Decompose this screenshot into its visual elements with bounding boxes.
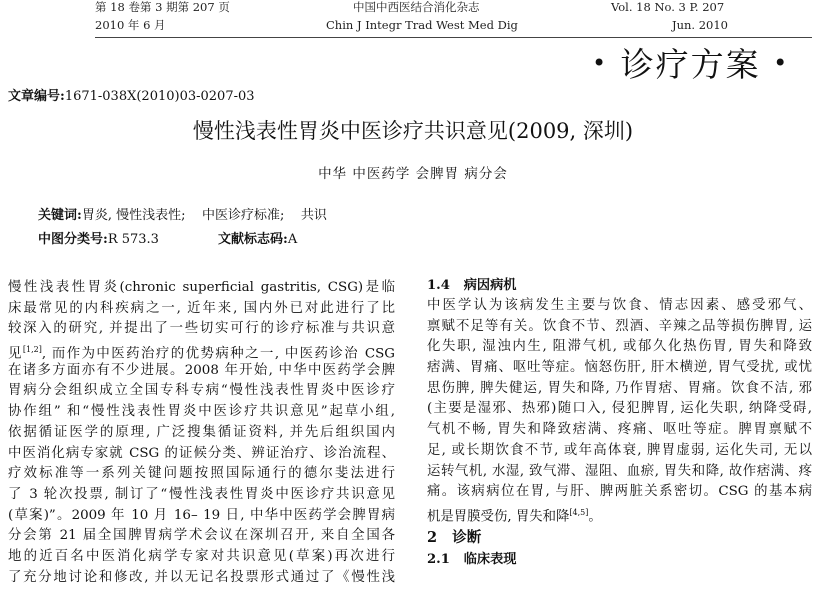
body-line: 中医消化病专家就 CSG 的证候分类、辨证治疗、诊治流程、 [8, 445, 395, 461]
body-line: 痛。该病病位在胃, 与肝、脾两脏关系密切。CSG 的基本病 [427, 484, 812, 500]
doc-code-value: A [287, 232, 298, 247]
header-rule [95, 37, 812, 38]
body-line: 地的近百名中医消化病学专家对共识意见(草案)再次进行 [8, 548, 395, 564]
right-column [427, 276, 812, 570]
left-column [8, 278, 395, 588]
citation-marker: [1,2] [22, 345, 42, 355]
body-line: 慢性浅表性胃炎(chronic superficial gastritis, CSG)是临 [8, 280, 395, 295]
header-date-en: Jun. 2010 [672, 18, 729, 32]
body-line: 见[1,2], 而作为中医药治疗的优势病种之一, 中医药诊治 CSG [8, 345, 395, 362]
body-line: (草案)”。2009 年 10 月 16– 19 日, 中华中医药学会脾胃病 [8, 507, 395, 523]
article-number-value: 1671-038X(2010)03-0207-03 [64, 89, 255, 104]
body-line: 胃病分会组织成立全国专科专病“慢性浅表性胃炎中医诊疗 [8, 383, 395, 399]
body-line: 疗效标准等一系列关键问题按照国际通行的德尔斐法进行 [8, 466, 395, 482]
article-number [8, 85, 255, 104]
article-number-label: 文章编号: [8, 89, 65, 104]
body-line: 气机不畅, 胃失和降致痞满、疼痛、呕吐等症。脾胃禀赋不 [427, 422, 812, 438]
paper-title: 慢性浅表性胃炎中医诊疗共识意见(2009, 深圳) [192, 119, 634, 143]
section-heading-2: 2 诊断 [427, 528, 482, 546]
body-line: 在诸多方面亦有不少进展。2008 年开始, 中华中医药学会脾 [8, 362, 395, 378]
body-line: 足, 或长期饮食不节, 或年高体衰, 脾胃虚弱, 运化失司, 无以 [427, 442, 812, 458]
section-heading-2-1: 2.1 临床表现 [427, 551, 517, 567]
body-line: 床最常见的内科疾病之一, 近年来, 国内外已对此进行了比 [8, 300, 395, 316]
body-line: 机是胃膜受伤, 胃失和降[4,5]。 [427, 507, 602, 525]
body-line: 痞满、胃痛、呕吐等症。恼怒伤肝, 肝木横逆, 胃气受扰, 或忧 [427, 360, 812, 376]
clc-value: R 573.3 [107, 232, 159, 247]
header-vol-en: Vol. 18 No. 3 P. 207 [611, 0, 725, 14]
clc-number [38, 232, 159, 248]
header-date-cn: 2010 年 6 月 [95, 18, 166, 32]
header-journal-cn: 中国中西医结合消化杂志 [353, 0, 480, 14]
keywords-value: 胃炎, 慢性浅表性; 中医诊疗标准; 共识 [81, 208, 327, 223]
paper-authors: 中华 中医药学 会脾胃 病分会 [318, 166, 508, 182]
section-badge-text: 诊疗方案 [620, 45, 761, 84]
body-line: 禀赋不足等有关。饮食不节、烈酒、辛辣之品等损伤脾胃, 运 [427, 318, 812, 334]
body-line: 分会第 21 届全国脾胃病学术会议在深圳召开, 来自全国各 [8, 528, 395, 544]
clc-label: 中图分类号: [38, 232, 108, 247]
section-badge [592, 42, 789, 86]
body-line: 思伤脾, 脾失健运, 胃失和降, 乃作胃痞、胃痛。饮食不洁, 邪 [427, 380, 812, 396]
keywords-label: 关键词: [38, 208, 82, 223]
body-line: 中医学认为该病发生主要与饮食、情志因素、感受邪气、 [427, 298, 812, 313]
header-journal-en: Chin J Integr Trad West Med Dig [326, 18, 518, 32]
bullet-icon: • [592, 49, 609, 77]
body-line: 化失职, 湿浊内生, 阻滞气机, 或郁久化热伤胃, 胃失和降致 [427, 339, 812, 355]
keywords [38, 208, 327, 224]
section-heading-1-4: 1.4 病因病机 [427, 278, 517, 293]
citation-marker: [4,5] [569, 507, 589, 517]
body-line: 依据循证医学的原理, 广泛搜集循证资料, 并先后组织国内 [8, 424, 395, 440]
doc-code-label: 文献标志码: [218, 232, 288, 247]
body-line: 运转气机, 水湿, 致气滞、湿阻、血瘀, 胃失和降, 故作痞满、疼 [427, 463, 812, 479]
body-line: (主要是湿邪、热邪)随口入, 侵犯脾胃, 运化失职, 纳降受碍, [427, 401, 812, 417]
body-line: 了充分地讨论和修改, 并以无记名投票形式通过了《慢性浅 [8, 569, 395, 585]
body-line: 了 3 轮次投票, 制订了“慢性浅表性胃炎中医诊疗共识意见 [8, 486, 395, 502]
bullet-icon: • [773, 49, 790, 77]
doc-code [218, 232, 297, 248]
header-issue-cn: 第 18 卷第 3 期第 207 页 [95, 0, 230, 14]
body-line: 协作组” 和“慢性浅表性胃炎中医诊疗共识意见”起草小组, [8, 404, 395, 420]
body-line: 较深入的研究, 并提出了一些切实可行的诊疗标准与共识意 [8, 321, 395, 337]
